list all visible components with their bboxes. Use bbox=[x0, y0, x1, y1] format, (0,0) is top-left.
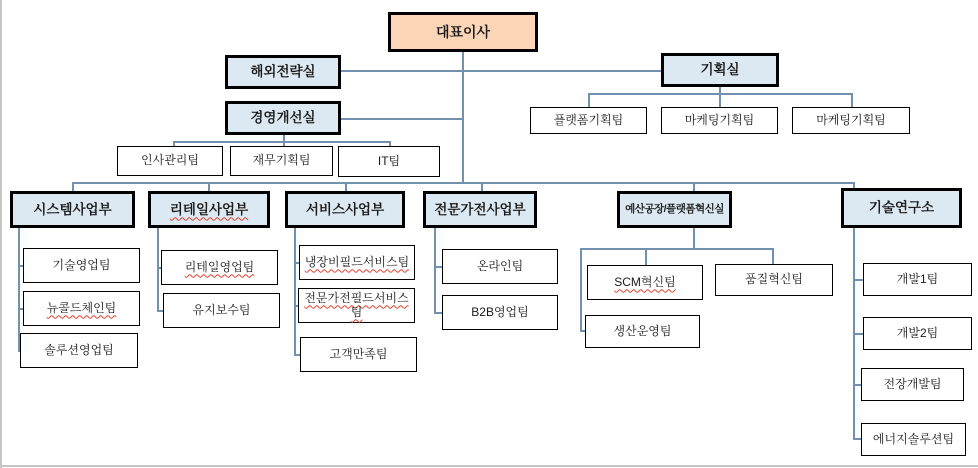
org-node-energy-solution-team bbox=[861, 423, 966, 456]
org-node-label: 전문가전필드서비스팀 bbox=[304, 290, 409, 319]
org-node-label: 리테일영업팀 bbox=[184, 259, 255, 274]
org-node-it-team bbox=[338, 146, 440, 177]
org-node-retail-sales-team bbox=[161, 250, 278, 285]
page-edge-bottom bbox=[0, 465, 978, 467]
connector-trunk bbox=[72, 182, 853, 184]
org-node-label: 기획실 bbox=[700, 62, 740, 78]
org-node-production-operations-team bbox=[585, 315, 700, 348]
connector-planning-team2-drop bbox=[719, 93, 721, 107]
connector-div4-drop bbox=[481, 182, 483, 191]
org-node-label: 에너지솔루션팀 bbox=[872, 431, 955, 446]
org-node-label: 온라인팀 bbox=[476, 258, 524, 273]
org-node-marketing-planning-team-1 bbox=[661, 107, 778, 134]
org-node-label: 경영개선실 bbox=[250, 110, 316, 126]
org-node-platform-planning-team bbox=[530, 107, 647, 134]
org-node-label: 시스템사업부 bbox=[33, 201, 112, 217]
org-node-finance-planning-team bbox=[230, 146, 333, 176]
connector-factory-drop bbox=[693, 228, 695, 248]
org-node-division-retail bbox=[148, 191, 270, 228]
org-node-division-rnd-institute bbox=[841, 188, 962, 228]
org-node-management-improvement-office bbox=[225, 101, 341, 135]
org-node-division-system bbox=[10, 191, 135, 228]
org-node-dev2-team bbox=[863, 317, 972, 350]
page-edge-left bbox=[0, 0, 2, 468]
org-node-b2b-sales-team bbox=[442, 295, 558, 330]
org-node-label: 해외전략실 bbox=[250, 64, 316, 80]
connector-planning-team1-drop bbox=[588, 93, 590, 107]
org-node-label: 마케팅기획팀 bbox=[684, 112, 755, 127]
org-node-label: 플랫폼기획팀 bbox=[553, 112, 624, 127]
connector-mgmt-bar bbox=[173, 141, 390, 143]
connector-scm-drop bbox=[645, 248, 647, 265]
org-node-ceo bbox=[388, 12, 538, 52]
connector-div3-drop bbox=[345, 182, 347, 191]
org-node-label: SCM혁신팀 bbox=[614, 274, 676, 289]
org-node-dev1-team bbox=[863, 263, 972, 296]
org-node-overseas-strategy-office bbox=[225, 55, 341, 89]
org-node-label: 서비스사업부 bbox=[305, 201, 385, 217]
org-node-label: 개발1팀 bbox=[896, 271, 939, 286]
org-node-label: 기술영업팀 bbox=[52, 257, 111, 272]
org-node-new-coldchain-team bbox=[23, 291, 140, 326]
org-node-marketing-planning-team-2 bbox=[792, 107, 910, 134]
connector-div1-drop bbox=[72, 182, 74, 191]
connector-div2-drop bbox=[208, 182, 210, 191]
org-node-label: 뉴콜드체인팀 bbox=[46, 300, 117, 315]
org-node-label: 유지보수팀 bbox=[192, 302, 251, 317]
org-node-label: 전문가전사업부 bbox=[434, 201, 526, 217]
org-node-refrigeration-field-service-team bbox=[299, 245, 415, 280]
connector-mgmt-office bbox=[341, 118, 463, 120]
org-node-label: 고객만족팀 bbox=[329, 346, 388, 361]
org-node-label: 대표이사 bbox=[435, 23, 491, 40]
org-node-label: 예산공장/플랫폼혁신실 bbox=[625, 203, 724, 216]
org-node-label: 솔루션영업팀 bbox=[44, 342, 114, 357]
connector-planning-team3-drop bbox=[851, 93, 853, 107]
org-node-planning-office bbox=[661, 53, 779, 87]
connector-appliance-spine bbox=[434, 228, 436, 312]
org-node-division-service bbox=[285, 191, 405, 228]
connector-retail-spine bbox=[157, 228, 159, 310]
org-node-label: 기술연구소 bbox=[868, 200, 935, 216]
org-node-label: 품질혁신팀 bbox=[745, 272, 803, 287]
org-node-hr-team bbox=[117, 146, 223, 176]
org-node-label: 전장개발팀 bbox=[883, 376, 942, 391]
org-node-electronics-dev-team bbox=[861, 368, 964, 401]
org-node-division-yesan-factory-platform-innovation bbox=[617, 191, 732, 228]
org-node-tech-sales-team bbox=[23, 248, 140, 283]
org-node-label: 냉장비필드서비스팀 bbox=[304, 254, 410, 269]
org-node-label: 생산운영팀 bbox=[613, 323, 672, 338]
connector-div5-drop bbox=[693, 182, 695, 191]
org-node-label: IT팀 bbox=[377, 153, 401, 168]
org-node-solution-sales-team bbox=[20, 333, 138, 368]
org-node-label: 재무기획팀 bbox=[252, 153, 311, 168]
connector-ceo-drop bbox=[462, 52, 464, 182]
org-node-label: 개발2팀 bbox=[896, 325, 939, 340]
connector-factory-rail bbox=[580, 248, 582, 331]
org-node-label: 마케팅기획팀 bbox=[816, 112, 886, 127]
org-node-scm-innovation-team bbox=[587, 265, 703, 300]
org-node-label: B2B영업팀 bbox=[471, 304, 529, 319]
org-node-online-team bbox=[442, 249, 558, 284]
org-node-quality-innovation-team bbox=[715, 264, 833, 296]
org-node-division-pro-appliance bbox=[423, 191, 537, 228]
org-node-customer-satisfaction-team bbox=[300, 337, 417, 372]
connector-factory-bar bbox=[580, 248, 773, 250]
connector-quality-drop bbox=[772, 248, 774, 264]
org-node-label: 리테일사업부 bbox=[169, 201, 249, 217]
org-node-label: 인사관리팀 bbox=[141, 153, 199, 168]
connector-service-spine bbox=[294, 228, 296, 354]
org-node-maintenance-team bbox=[163, 293, 280, 328]
org-node-appliance-field-service-team bbox=[298, 288, 415, 323]
connector-system-spine bbox=[18, 228, 20, 350]
connector-overseas-planning bbox=[341, 70, 662, 72]
